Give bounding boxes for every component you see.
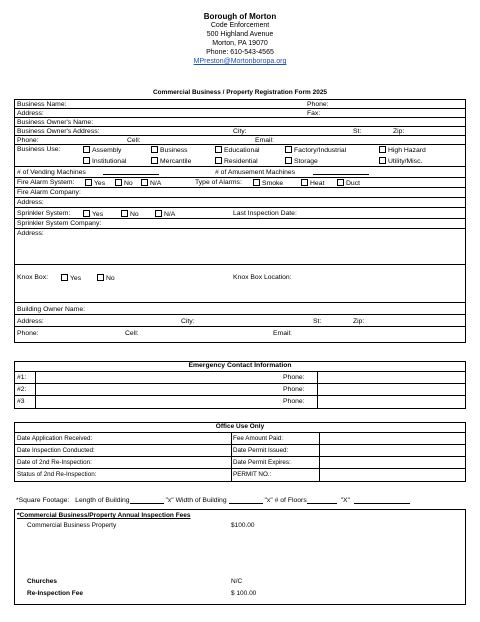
knox-box-row <box>15 265 465 303</box>
office-use-box <box>14 422 466 482</box>
form-title: Commercial Business / Property Registration Form 2025 <box>152 89 328 96</box>
fire-alarm-address-row[interactable] <box>15 198 465 208</box>
use-storage[interactable]: Storage <box>285 157 318 166</box>
knox-box-no[interactable]: No <box>97 274 115 283</box>
checkbox-icon <box>337 179 344 186</box>
reinspection-fee-label: Re-Inspection Fee <box>27 590 83 597</box>
office-title: Office Use Only <box>15 423 465 433</box>
city-label: City: <box>233 127 247 135</box>
length-of-building-label: Length of Building <box>75 497 130 504</box>
emergency-contact-box <box>14 361 466 409</box>
business-name-row[interactable] <box>15 100 465 109</box>
length-field[interactable] <box>130 497 164 504</box>
checkbox-icon <box>141 179 148 186</box>
churches-fee-value: N/C <box>231 578 243 585</box>
use-assembly[interactable]: Assembly <box>83 146 121 155</box>
date-second-reinspection: Date of 2nd Re-Inspection: <box>17 459 92 466</box>
emergency-title: Emergency Contact Information <box>15 362 465 372</box>
total-field[interactable] <box>354 497 410 504</box>
total-x-label: "X" <box>340 497 350 504</box>
date-permit-issued: Date Permit Issued: <box>233 447 289 454</box>
checkbox-icon <box>85 179 92 186</box>
emergency-row-3-phone: Phone: <box>283 398 305 405</box>
owner-name-label: Business Owner's Name: <box>17 118 94 126</box>
emergency-row-1-label: #1: <box>17 374 27 381</box>
building-owner-zip-label: Zip: <box>353 318 365 325</box>
building-owner-st-label: St: <box>313 318 322 325</box>
use-high-hazard[interactable]: High Hazard <box>379 146 426 155</box>
fees-box <box>14 509 466 605</box>
business-use-row <box>15 145 465 167</box>
office-divider <box>231 433 232 481</box>
street-address: 500 Highland Avenue <box>206 31 274 38</box>
phone-label: Phone: <box>307 100 329 108</box>
email-label: Email: <box>255 136 274 144</box>
checkbox-icon <box>215 146 222 153</box>
amusement-machines-label: # of Amusement Machines <box>215 169 296 176</box>
sprinkler-na[interactable]: N/A <box>155 210 175 219</box>
emergency-divider-left <box>35 372 36 408</box>
checkbox-icon <box>115 179 122 186</box>
emergency-row-2[interactable] <box>15 384 465 396</box>
checkbox-icon <box>151 146 158 153</box>
sprinkler-row <box>15 208 465 219</box>
registration-form-box <box>14 99 466 343</box>
emergency-divider-right <box>317 372 318 408</box>
use-business[interactable]: Business <box>151 146 188 155</box>
email-link[interactable]: MPreston@Mortonboropa.org <box>193 58 287 65</box>
building-owner-address-label: Address: <box>17 318 44 325</box>
vending-machines-field[interactable] <box>103 168 159 175</box>
emergency-row-2-label: #2: <box>17 386 27 393</box>
floors-label: "x" # of Floors <box>264 497 307 504</box>
checkbox-icon <box>151 157 158 164</box>
sprinkler-yes[interactable]: Yes <box>83 210 103 219</box>
sprinkler-address-label: Address: <box>17 230 44 237</box>
emergency-row-1-phone: Phone: <box>283 374 305 381</box>
address-row[interactable] <box>15 109 465 118</box>
machines-row <box>15 167 465 178</box>
building-owner-address-row[interactable] <box>15 315 465 327</box>
floors-field[interactable] <box>307 497 337 504</box>
business-use-label: Business Use: <box>17 145 61 153</box>
last-inspection-label: Last Inspection Date: <box>233 210 297 217</box>
zip-label: Zip: <box>393 127 405 135</box>
checkbox-icon <box>379 157 386 164</box>
checkbox-icon <box>285 157 292 164</box>
st-label: St: <box>353 127 362 135</box>
fire-alarm-company-label: Fire Alarm Company: <box>17 189 81 196</box>
owner-name-row[interactable] <box>15 118 465 127</box>
sprinkler-system-label: Sprinkler System: <box>17 210 71 217</box>
date-inspection-conducted: Date Inspection Conducted: <box>17 447 95 454</box>
alarm-heat[interactable]: Heat <box>301 179 324 188</box>
sprinkler-no[interactable]: No <box>121 210 139 219</box>
use-factory-industrial[interactable]: Factory/Industrial <box>285 146 346 155</box>
use-residential[interactable]: Residential <box>215 157 258 166</box>
churches-fee-label: Churches <box>27 578 57 585</box>
type-of-alarms-label: Type of Alarms: <box>195 179 242 186</box>
width-of-building-label: "x" Width of Building <box>165 497 227 504</box>
phone-line: Phone: 610-543-4565 <box>206 49 274 56</box>
address-label: Address: <box>17 109 44 117</box>
alarm-smoke[interactable]: Smoke <box>253 179 283 188</box>
fee-amount-paid: Fee Amount Paid: <box>233 435 284 442</box>
status-second-reinspection: Status of 2nd Re-Inspection: <box>17 471 97 478</box>
office-row-1[interactable] <box>15 433 465 445</box>
width-field[interactable] <box>229 497 263 504</box>
city-line: Morton, PA 19070 <box>212 40 268 47</box>
emergency-row-3-label: #3 <box>17 398 25 405</box>
building-owner-phone-label: Phone: <box>17 330 39 337</box>
commercial-fee-label: Commercial Business Property <box>27 522 117 529</box>
owner-address-row[interactable] <box>15 127 465 136</box>
amusement-machines-field[interactable] <box>313 168 369 175</box>
use-utility-misc[interactable]: Utility/Misc. <box>379 157 422 166</box>
fire-alarm-system-label: Fire Alarm System: <box>17 179 75 186</box>
checkbox-icon <box>215 157 222 164</box>
knox-box-label: Knox Box: <box>17 274 48 281</box>
building-owner-email-label: Email: <box>273 330 292 337</box>
knox-box-location-label: Knox Box Location: <box>233 274 292 281</box>
checkbox-icon <box>83 157 90 164</box>
checkbox-icon <box>97 274 104 281</box>
letterhead <box>0 12 480 66</box>
square-footage-line <box>16 497 410 504</box>
business-name-label: Business Name: <box>17 100 67 108</box>
org-name: Borough of Morton <box>203 12 277 21</box>
fire-alarm-yes[interactable]: Yes <box>85 179 105 188</box>
date-permit-expires: Date Permit Expires: <box>233 459 291 466</box>
fees-title: *Commercial Business/Property Annual Inspection Fees <box>17 512 191 519</box>
office-divider-right <box>319 433 320 481</box>
building-owner-city-label: City: <box>181 318 195 325</box>
use-educational[interactable]: Educational <box>215 146 260 155</box>
fire-alarm-company-row[interactable] <box>15 188 465 198</box>
sprinkler-company-row[interactable] <box>15 219 465 229</box>
building-owner-row[interactable] <box>15 303 465 315</box>
sprinkler-address-row[interactable] <box>15 229 465 265</box>
checkbox-icon <box>301 179 308 186</box>
permit-number: PERMIT NO.: <box>233 471 272 478</box>
phone-label-2: Phone: <box>17 136 39 144</box>
use-mercantile[interactable]: Mercantile <box>151 157 191 166</box>
building-owner-cell-label: Cell: <box>125 330 139 337</box>
fire-alarm-row <box>15 178 465 188</box>
use-institutional[interactable]: Institutional <box>83 157 126 166</box>
square-footage-label: *Square Footage: <box>16 497 70 504</box>
cell-label: Cell: <box>127 136 141 144</box>
knox-box-yes[interactable]: Yes <box>61 274 81 283</box>
office-row-4[interactable] <box>15 469 465 481</box>
checkbox-icon <box>61 274 68 281</box>
owner-address-label: Business Owner's Address: <box>17 127 100 135</box>
fax-label: Fax: <box>307 109 321 117</box>
checkbox-icon <box>83 210 90 217</box>
fire-alarm-no[interactable]: No <box>115 179 133 188</box>
building-owner-phone-row[interactable] <box>15 327 465 342</box>
commercial-fee-value: $100.00 <box>231 522 255 529</box>
checkbox-icon <box>121 210 128 217</box>
building-owner-label: Building Owner Name: <box>17 306 85 313</box>
fire-alarm-na[interactable]: N/A <box>141 179 161 188</box>
alarm-duct[interactable]: Duct <box>337 179 360 188</box>
emergency-row-1[interactable] <box>15 372 465 384</box>
office-row-3[interactable] <box>15 457 465 469</box>
office-row-2[interactable] <box>15 445 465 457</box>
checkbox-icon <box>155 210 162 217</box>
date-application-received: Date Application Received: <box>17 435 93 442</box>
sprinkler-company-label: Sprinkler System Company: <box>17 220 102 227</box>
checkbox-icon <box>83 146 90 153</box>
emergency-row-2-phone: Phone: <box>283 386 305 393</box>
checkbox-icon <box>285 146 292 153</box>
dept-name: Code Enforcement <box>210 22 270 29</box>
phone-row[interactable] <box>15 136 465 145</box>
vending-machines-label: # of Vending Machines <box>17 169 86 176</box>
checkbox-icon <box>253 179 260 186</box>
emergency-row-3[interactable] <box>15 396 465 408</box>
reinspection-fee-value: $ 100.00 <box>231 590 257 597</box>
fire-alarm-address-label: Address: <box>17 199 44 206</box>
checkbox-icon <box>379 146 386 153</box>
